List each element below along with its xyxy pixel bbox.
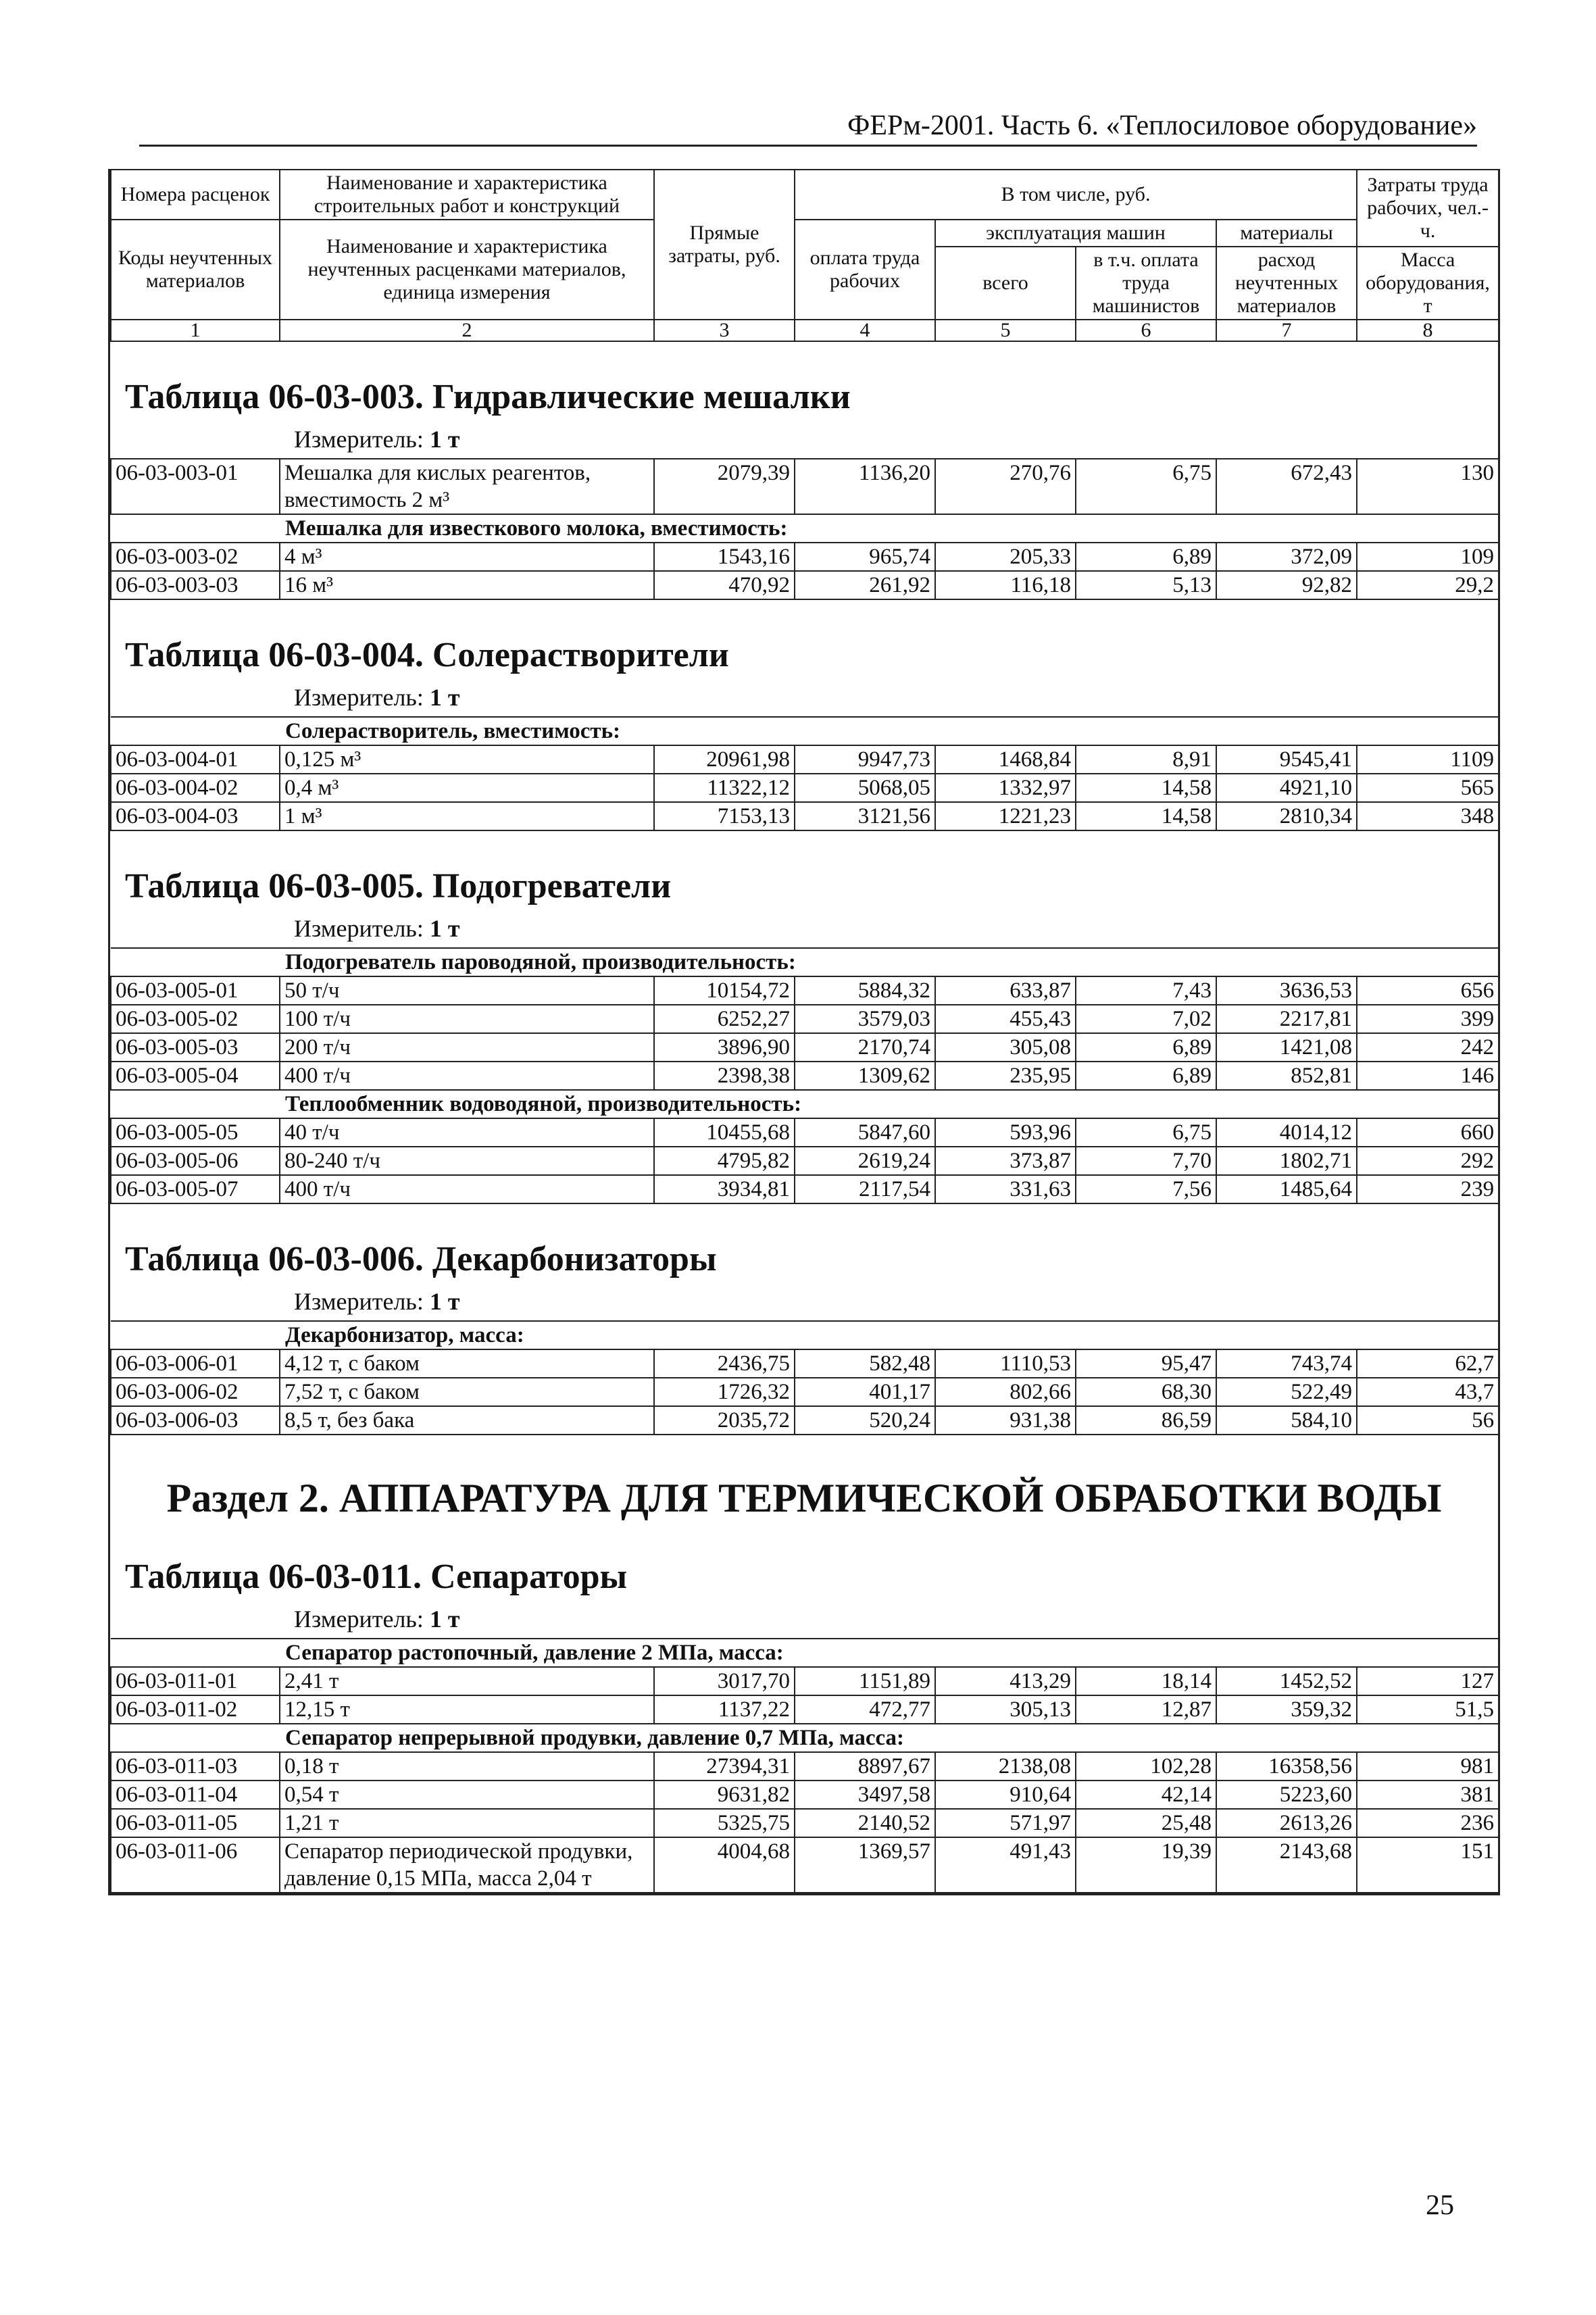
value-machines-total: 205,33 xyxy=(935,543,1076,571)
group-row xyxy=(111,1724,1499,1752)
value-workers-pay: 2170,74 xyxy=(795,1033,935,1062)
col-workers-pay: оплата труда рабочих xyxy=(795,220,935,320)
rates-table xyxy=(110,1638,1499,1893)
column-number: 3 xyxy=(654,320,795,341)
value-materials-cost: 1802,71 xyxy=(1216,1147,1357,1175)
value-machines-total: 931,38 xyxy=(935,1406,1076,1435)
table-row xyxy=(111,1809,1499,1837)
rates-table xyxy=(110,716,1499,831)
table-title: Таблица 06-03-011. Сепараторы xyxy=(125,1558,628,1596)
value-machines-total: 491,43 xyxy=(935,1837,1076,1893)
table-row xyxy=(111,1781,1499,1809)
value-materials-cost: 584,10 xyxy=(1216,1406,1357,1435)
value-machines-total: 1468,84 xyxy=(935,745,1076,774)
value-labor-hours: 381 xyxy=(1357,1781,1499,1809)
column-number: 2 xyxy=(280,320,654,341)
rate-name: 50 т/ч xyxy=(280,976,654,1005)
column-number: 4 xyxy=(795,320,935,341)
value-workers-pay: 2140,52 xyxy=(795,1809,935,1837)
col-material-codes: Коды неучтенных материалов xyxy=(111,220,280,320)
table-row xyxy=(111,1118,1499,1147)
value-machinists-pay: 14,58 xyxy=(1076,802,1216,830)
value-machines-total: 2138,08 xyxy=(935,1752,1076,1781)
value-machinists-pay: 68,30 xyxy=(1076,1378,1216,1406)
rate-code: 06-03-011-05 xyxy=(111,1809,280,1837)
measure-value: 1 т xyxy=(429,426,460,453)
value-direct-costs: 27394,31 xyxy=(654,1752,795,1781)
rate-code: 06-03-004-03 xyxy=(111,802,280,830)
value-workers-pay: 8897,67 xyxy=(795,1752,935,1781)
table-row xyxy=(111,1062,1499,1090)
value-workers-pay: 3497,58 xyxy=(795,1781,935,1809)
value-machinists-pay: 7,56 xyxy=(1076,1175,1216,1203)
col-material-name: Наименование и характеристика неучтенных расценками материалов, единица измерения xyxy=(280,220,654,320)
value-workers-pay: 3579,03 xyxy=(795,1005,935,1033)
rate-code: 06-03-005-02 xyxy=(111,1005,280,1033)
value-machines-total: 593,96 xyxy=(935,1118,1076,1147)
value-labor-hours: 1109 xyxy=(1357,745,1499,774)
value-direct-costs: 2436,75 xyxy=(654,1349,795,1378)
table-row xyxy=(111,571,1499,599)
group-row xyxy=(111,1639,1499,1667)
value-labor-hours: 56 xyxy=(1357,1406,1499,1435)
rate-code: 06-03-003-02 xyxy=(111,543,280,571)
rate-code: 06-03-005-07 xyxy=(111,1175,280,1203)
rates-table xyxy=(110,947,1499,1204)
value-workers-pay: 261,92 xyxy=(795,571,935,599)
value-workers-pay: 582,48 xyxy=(795,1349,935,1378)
value-labor-hours: 151 xyxy=(1357,1837,1499,1893)
value-workers-pay: 5884,32 xyxy=(795,976,935,1005)
col-unaccounted-materials: расход неучтенных материалов xyxy=(1216,247,1357,320)
column-number: 8 xyxy=(1357,320,1499,341)
rate-name: 80-240 т/ч xyxy=(280,1147,654,1175)
value-materials-cost: 2810,34 xyxy=(1216,802,1357,830)
rate-code: 06-03-004-02 xyxy=(111,774,280,802)
group-row xyxy=(111,948,1499,976)
value-machines-total: 116,18 xyxy=(935,571,1076,599)
value-direct-costs: 9631,82 xyxy=(654,1781,795,1809)
group-row xyxy=(111,1090,1499,1118)
value-labor-hours: 109 xyxy=(1357,543,1499,571)
value-machines-total: 373,87 xyxy=(935,1147,1076,1175)
table-measure xyxy=(110,682,1498,716)
table-title: Таблица 06-03-006. Декарбонизаторы xyxy=(125,1240,717,1278)
value-machines-total: 1332,97 xyxy=(935,774,1076,802)
value-labor-hours: 242 xyxy=(1357,1033,1499,1062)
value-workers-pay: 965,74 xyxy=(795,543,935,571)
value-machines-total: 331,63 xyxy=(935,1175,1076,1203)
rate-name: 4,12 т, с баком xyxy=(280,1349,654,1378)
rates-table xyxy=(110,458,1499,600)
rate-code: 06-03-003-03 xyxy=(111,571,280,599)
value-materials-cost: 2217,81 xyxy=(1216,1005,1357,1033)
value-direct-costs: 2398,38 xyxy=(654,1062,795,1090)
value-direct-costs: 5325,75 xyxy=(654,1809,795,1837)
value-direct-costs: 20961,98 xyxy=(654,745,795,774)
value-workers-pay: 9947,73 xyxy=(795,745,935,774)
value-direct-costs: 10154,72 xyxy=(654,976,795,1005)
rate-name: 400 т/ч xyxy=(280,1062,654,1090)
group-row xyxy=(111,1321,1499,1349)
group-label: Сепаратор растопочный, давление 2 МПа, масса: xyxy=(111,1639,1499,1667)
column-number: 6 xyxy=(1076,320,1216,341)
value-machinists-pay: 8,91 xyxy=(1076,745,1216,774)
rate-code: 06-03-005-06 xyxy=(111,1147,280,1175)
value-machines-total: 270,76 xyxy=(935,459,1076,514)
value-materials-cost: 9545,41 xyxy=(1216,745,1357,774)
rate-code: 06-03-004-01 xyxy=(111,745,280,774)
rate-code: 06-03-003-01 xyxy=(111,459,280,514)
value-labor-hours: 29,2 xyxy=(1357,571,1499,599)
col-machines-total: всего xyxy=(935,247,1076,320)
value-machinists-pay: 7,70 xyxy=(1076,1147,1216,1175)
value-labor-hours: 399 xyxy=(1357,1005,1499,1033)
rate-name: 200 т/ч xyxy=(280,1033,654,1062)
measure-value: 1 т xyxy=(429,1288,460,1315)
rate-code: 06-03-006-02 xyxy=(111,1378,280,1406)
rate-name: 0,125 м³ xyxy=(280,745,654,774)
col-labor-hours: Затраты труда рабочих, чел.-ч. xyxy=(1357,170,1499,247)
col-work-name: Наименование и характеристика строительных работ и конструкций xyxy=(280,170,654,220)
value-direct-costs: 2079,39 xyxy=(654,459,795,514)
rate-name: 0,4 м³ xyxy=(280,774,654,802)
value-machines-total: 571,97 xyxy=(935,1809,1076,1837)
value-machinists-pay: 19,39 xyxy=(1076,1837,1216,1893)
value-materials-cost: 4921,10 xyxy=(1216,774,1357,802)
value-materials-cost: 672,43 xyxy=(1216,459,1357,514)
value-machines-total: 305,13 xyxy=(935,1695,1076,1724)
value-direct-costs: 1137,22 xyxy=(654,1695,795,1724)
value-workers-pay: 1369,57 xyxy=(795,1837,935,1893)
col-machinists-pay: в т.ч. оплата труда машинистов xyxy=(1076,247,1216,320)
rate-name: 16 м³ xyxy=(280,571,654,599)
value-labor-hours: 348 xyxy=(1357,802,1499,830)
measure-label: Измеритель: xyxy=(294,1288,424,1315)
table-row xyxy=(111,1147,1499,1175)
value-workers-pay: 2117,54 xyxy=(795,1175,935,1203)
group-label: Декарбонизатор, масса: xyxy=(111,1321,1499,1349)
column-number: 1 xyxy=(111,320,280,341)
value-labor-hours: 146 xyxy=(1357,1062,1499,1090)
rate-code: 06-03-011-02 xyxy=(111,1695,280,1724)
value-labor-hours: 127 xyxy=(1357,1667,1499,1695)
col-equipment-mass: Масса оборудования, т xyxy=(1357,247,1499,320)
rate-name: 0,18 т xyxy=(280,1752,654,1781)
value-machinists-pay: 6,89 xyxy=(1076,1033,1216,1062)
table-row xyxy=(111,976,1499,1005)
table-measure xyxy=(110,1604,1498,1638)
value-materials-cost: 4014,12 xyxy=(1216,1118,1357,1147)
group-label: Подогреватель пароводяной, производительность: xyxy=(111,948,1499,976)
value-machinists-pay: 14,58 xyxy=(1076,774,1216,802)
value-labor-hours: 656 xyxy=(1357,976,1499,1005)
value-machinists-pay: 95,47 xyxy=(1076,1349,1216,1378)
table-title: Таблица 06-03-004. Солерастворители xyxy=(125,636,729,674)
tables-content xyxy=(110,342,1498,1893)
value-machinists-pay: 18,14 xyxy=(1076,1667,1216,1695)
value-direct-costs: 2035,72 xyxy=(654,1406,795,1435)
value-labor-hours: 565 xyxy=(1357,774,1499,802)
value-labor-hours: 239 xyxy=(1357,1175,1499,1203)
table-row xyxy=(111,1378,1499,1406)
col-machine-operation: эксплуатация машин xyxy=(935,220,1216,247)
rate-code: 06-03-005-01 xyxy=(111,976,280,1005)
value-machinists-pay: 25,48 xyxy=(1076,1809,1216,1837)
value-workers-pay: 1151,89 xyxy=(795,1667,935,1695)
group-row xyxy=(111,514,1499,543)
table-row xyxy=(111,1033,1499,1062)
value-labor-hours: 130 xyxy=(1357,459,1499,514)
value-direct-costs: 3017,70 xyxy=(654,1667,795,1695)
measure-value: 1 т xyxy=(429,915,460,942)
value-labor-hours: 981 xyxy=(1357,1752,1499,1781)
value-direct-costs: 3896,90 xyxy=(654,1033,795,1062)
col-materials: материалы xyxy=(1216,220,1357,247)
value-labor-hours: 62,7 xyxy=(1357,1349,1499,1378)
rate-name: 4 м³ xyxy=(280,543,654,571)
value-labor-hours: 292 xyxy=(1357,1147,1499,1175)
table-row xyxy=(111,1695,1499,1724)
value-labor-hours: 51,5 xyxy=(1357,1695,1499,1724)
rate-code: 06-03-011-04 xyxy=(111,1781,280,1809)
value-materials-cost: 1452,52 xyxy=(1216,1667,1357,1695)
rates-document xyxy=(108,169,1500,1895)
value-direct-costs: 4795,82 xyxy=(654,1147,795,1175)
value-materials-cost: 2143,68 xyxy=(1216,1837,1357,1893)
value-materials-cost: 852,81 xyxy=(1216,1062,1357,1090)
value-machinists-pay: 86,59 xyxy=(1076,1406,1216,1435)
col-including: В том числе, руб. xyxy=(795,170,1357,220)
rate-code: 06-03-006-03 xyxy=(111,1406,280,1435)
value-machinists-pay: 102,28 xyxy=(1076,1752,1216,1781)
group-label: Сепаратор непрерывной продувки, давление 0,7 МПа, масса: xyxy=(111,1724,1499,1752)
value-machinists-pay: 7,43 xyxy=(1076,976,1216,1005)
value-labor-hours: 660 xyxy=(1357,1118,1499,1147)
table-row xyxy=(111,745,1499,774)
table-row xyxy=(111,1837,1499,1893)
value-materials-cost: 2613,26 xyxy=(1216,1809,1357,1837)
value-direct-costs: 470,92 xyxy=(654,571,795,599)
value-machinists-pay: 5,13 xyxy=(1076,571,1216,599)
value-machinists-pay: 6,89 xyxy=(1076,543,1216,571)
value-machines-total: 802,66 xyxy=(935,1378,1076,1406)
value-materials-cost: 372,09 xyxy=(1216,543,1357,571)
value-materials-cost: 3636,53 xyxy=(1216,976,1357,1005)
table-row xyxy=(111,1175,1499,1203)
value-machines-total: 455,43 xyxy=(935,1005,1076,1033)
value-direct-costs: 7153,13 xyxy=(654,802,795,830)
value-direct-costs: 3934,81 xyxy=(654,1175,795,1203)
value-direct-costs: 1726,32 xyxy=(654,1378,795,1406)
table-row xyxy=(111,1005,1499,1033)
rate-name: 2,41 т xyxy=(280,1667,654,1695)
rate-code: 06-03-005-05 xyxy=(111,1118,280,1147)
value-materials-cost: 92,82 xyxy=(1216,571,1357,599)
rate-name: 400 т/ч xyxy=(280,1175,654,1203)
rate-name: 12,15 т xyxy=(280,1695,654,1724)
value-materials-cost: 743,74 xyxy=(1216,1349,1357,1378)
value-workers-pay: 2619,24 xyxy=(795,1147,935,1175)
col-rate-number: Номера расценок xyxy=(111,170,280,220)
value-machinists-pay: 42,14 xyxy=(1076,1781,1216,1809)
running-header: ФЕРм-2001. Часть 6. «Теплосиловое оборудование» xyxy=(139,108,1477,147)
value-machines-total: 305,08 xyxy=(935,1033,1076,1062)
value-workers-pay: 520,24 xyxy=(795,1406,935,1435)
group-label: Теплообменник водоводяной, производительность: xyxy=(111,1090,1499,1118)
value-direct-costs: 1543,16 xyxy=(654,543,795,571)
value-machines-total: 235,95 xyxy=(935,1062,1076,1090)
measure-value: 1 т xyxy=(429,1605,460,1633)
measure-label: Измеритель: xyxy=(294,915,424,942)
measure-value: 1 т xyxy=(429,684,460,711)
value-workers-pay: 5847,60 xyxy=(795,1118,935,1147)
value-machines-total: 1221,23 xyxy=(935,802,1076,830)
rate-name: 1 м³ xyxy=(280,802,654,830)
value-machinists-pay: 7,02 xyxy=(1076,1005,1216,1033)
table-title: Таблица 06-03-005. Подогреватели xyxy=(125,867,672,905)
column-number: 7 xyxy=(1216,320,1357,341)
measure-label: Измеритель: xyxy=(294,426,424,453)
value-workers-pay: 1309,62 xyxy=(795,1062,935,1090)
rate-name: 40 т/ч xyxy=(280,1118,654,1147)
rate-name: Мешалка для кислых реагентов, вместимость 2 м³ xyxy=(280,459,654,514)
value-machinists-pay: 6,75 xyxy=(1076,1118,1216,1147)
rate-code: 06-03-011-03 xyxy=(111,1752,280,1781)
rates-table xyxy=(110,1320,1499,1435)
table-row xyxy=(111,1667,1499,1695)
rate-code: 06-03-006-01 xyxy=(111,1349,280,1378)
value-labor-hours: 236 xyxy=(1357,1809,1499,1837)
value-workers-pay: 401,17 xyxy=(795,1378,935,1406)
value-materials-cost: 16358,56 xyxy=(1216,1752,1357,1781)
value-materials-cost: 359,32 xyxy=(1216,1695,1357,1724)
col-direct-costs: Прямые затраты, руб. xyxy=(654,170,795,320)
value-machines-total: 413,29 xyxy=(935,1667,1076,1695)
value-workers-pay: 3121,56 xyxy=(795,802,935,830)
table-row xyxy=(111,543,1499,571)
table-measure xyxy=(110,424,1498,458)
rate-name: 0,54 т xyxy=(280,1781,654,1809)
value-machinists-pay: 12,87 xyxy=(1076,1695,1216,1724)
group-label: Солерастворитель, вместимость: xyxy=(111,717,1499,745)
value-direct-costs: 11322,12 xyxy=(654,774,795,802)
value-materials-cost: 1421,08 xyxy=(1216,1033,1357,1062)
value-direct-costs: 6252,27 xyxy=(654,1005,795,1033)
section-title: Раздел 2. АППАРАТУРА ДЛЯ ТЕРМИЧЕСКОЙ ОБРАБОТКИ ВОДЫ xyxy=(166,1476,1442,1520)
value-machines-total: 1110,53 xyxy=(935,1349,1076,1378)
value-machinists-pay: 6,89 xyxy=(1076,1062,1216,1090)
table-measure xyxy=(110,914,1498,947)
table-row xyxy=(111,1406,1499,1435)
value-direct-costs: 10455,68 xyxy=(654,1118,795,1147)
measure-label: Измеритель: xyxy=(294,684,424,711)
value-workers-pay: 1136,20 xyxy=(795,459,935,514)
value-machines-total: 633,87 xyxy=(935,976,1076,1005)
measure-label: Измеритель: xyxy=(294,1605,424,1633)
rate-name: Сепаратор периодической продувки, давление 0,15 МПа, масса 2,04 т xyxy=(280,1837,654,1893)
table-row xyxy=(111,1349,1499,1378)
rate-code: 06-03-005-04 xyxy=(111,1062,280,1090)
table-row xyxy=(111,1752,1499,1781)
rate-name: 1,21 т xyxy=(280,1809,654,1837)
value-machinists-pay: 6,75 xyxy=(1076,459,1216,514)
rate-code: 06-03-011-01 xyxy=(111,1667,280,1695)
page-number: 25 xyxy=(1426,2190,1454,2221)
table-row xyxy=(111,802,1499,830)
column-number: 5 xyxy=(935,320,1076,341)
value-workers-pay: 5068,05 xyxy=(795,774,935,802)
table-row xyxy=(111,774,1499,802)
rate-code: 06-03-011-06 xyxy=(111,1837,280,1893)
value-machines-total: 910,64 xyxy=(935,1781,1076,1809)
column-header xyxy=(110,169,1499,342)
value-materials-cost: 5223,60 xyxy=(1216,1781,1357,1809)
table-title: Таблица 06-03-003. Гидравлические мешалки xyxy=(125,378,851,416)
table-row xyxy=(111,459,1499,514)
value-direct-costs: 4004,68 xyxy=(654,1837,795,1893)
rate-name: 100 т/ч xyxy=(280,1005,654,1033)
value-materials-cost: 522,49 xyxy=(1216,1378,1357,1406)
group-label: Мешалка для известкового молока, вместимость: xyxy=(111,514,1499,543)
rate-name: 7,52 т, с баком xyxy=(280,1378,654,1406)
value-workers-pay: 472,77 xyxy=(795,1695,935,1724)
group-row xyxy=(111,717,1499,745)
value-materials-cost: 1485,64 xyxy=(1216,1175,1357,1203)
rate-code: 06-03-005-03 xyxy=(111,1033,280,1062)
value-labor-hours: 43,7 xyxy=(1357,1378,1499,1406)
table-measure xyxy=(110,1287,1498,1320)
rate-name: 8,5 т, без бака xyxy=(280,1406,654,1435)
